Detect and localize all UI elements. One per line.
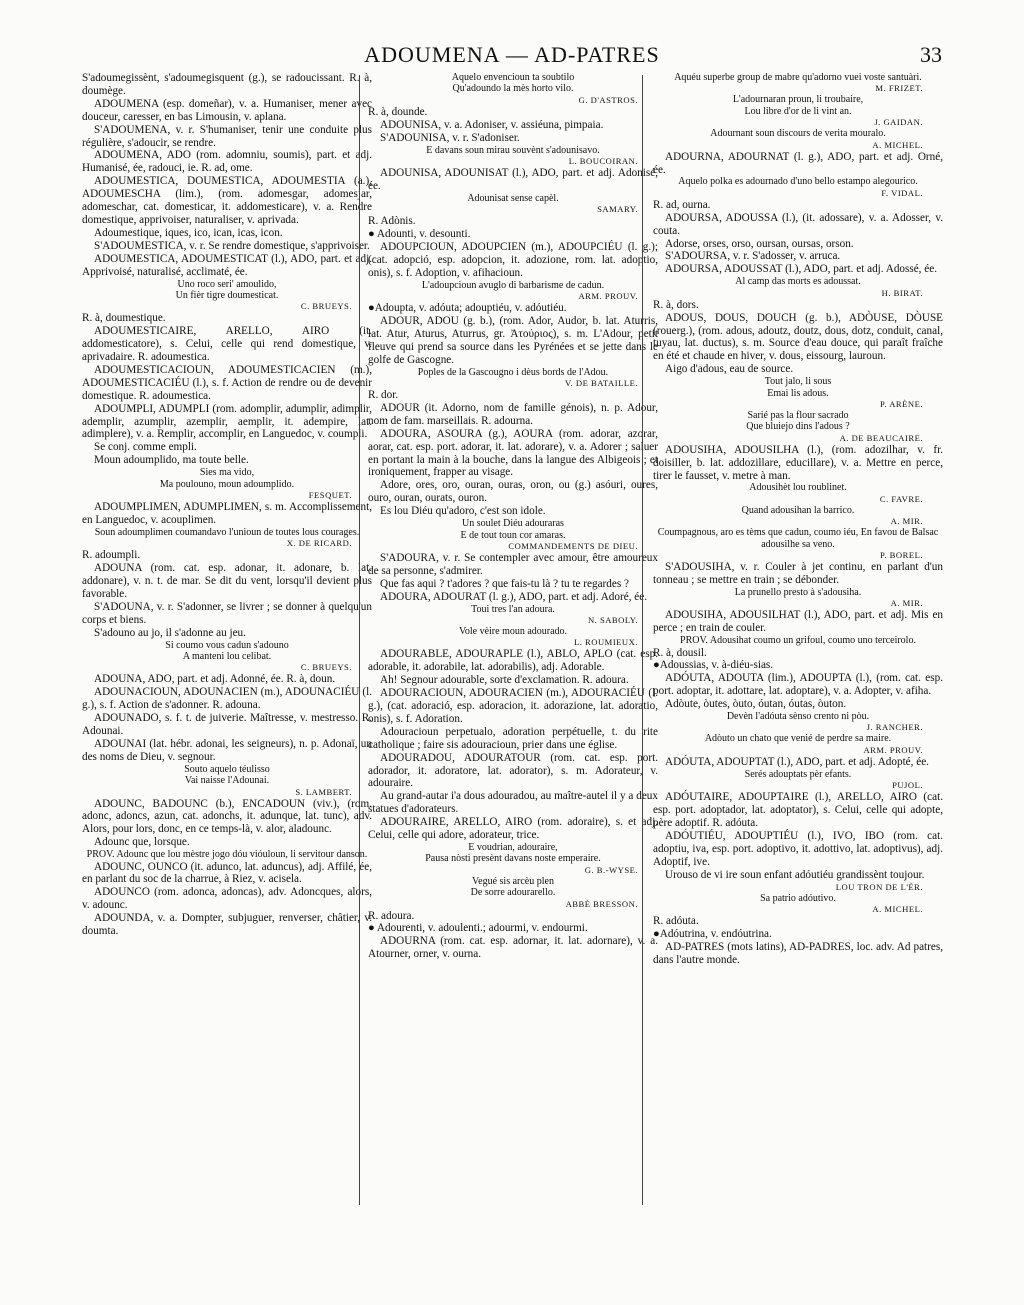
column-left [82,72,372,938]
quotation: Aquéu superbe group de mabre qu'adorno vuei voste santuàri. [674,72,922,83]
quotation: E voudrian, adouraire, [468,841,558,853]
dictionary-entry: ADOUMENA, ADO (rom. adomniu, soumis), part. et adj. Humanisé, ée, radouci, ie. R. ad, ome. [82,149,372,175]
reference-line: S'adoumegissènt, s'adoumegisquent (g.), se radoucissant. R. à, doumège. [82,72,372,97]
quotation: Aquelo polka es adournado d'uno bello estampo alegourico. [678,176,918,188]
dictionary-entry: ADOUPCIOUN, ADOUPCIEN (m.), ADOUPCIÉU (l. g.); (cat. adopció, esp. adopcion, it. adozione, rom. lat. adoptio, onis), s. f. Adoption, v. afihacioun. [368,240,658,279]
quotation-source: L. ROUMIEUX. [573,637,638,648]
column-divider [642,75,643,1205]
dictionary-entry: Adòute, òutes, òuto, óutan, óutas, òuton. [665,698,847,711]
quotation: Un soulet Diéu adouraras [462,518,564,530]
quotation-source: P. BOREL. [880,550,923,561]
quotation: Tout jalo, li sous [764,376,832,388]
quotation: Quand adousihan la barrico. [741,504,855,516]
quotation: Devèn l'adóuta sènso crento ni pòu. [726,711,870,723]
quotation: Adounisat sense capèl. [467,192,559,204]
quotation: Coumpagnous, aro es tèms que cadun, coumo iéu, En favou de Balsac adousilhe sa veno. [657,527,939,550]
reference-line: R. à, dors. [653,298,699,311]
quotation-source: C. FAVRE. [879,493,923,504]
reference-line: ● Adourenti, v. adoulenti.; adourmi, v. endourmi. [368,922,588,935]
dictionary-entry: Adouracioun perpetualo, adoration perpétuelle, t. du rite catholique ; faire sis adouracioun, prier dans une église. [368,725,658,751]
reference-line: R. à, dounde. [368,105,428,118]
dictionary-entry: S'ADOUSIHA, v. r. Couler à jet continu, en parlant d'un tonneau ; se mettre en train ; se débonder. [653,561,943,586]
quotation: Vole vèire moun adourado. [458,625,568,637]
reference-line: R. Adònis. [368,215,416,228]
quotation: Qu'adoundo la mès horto vilo. [452,83,574,95]
dictionary-entry: ADOUSIHA, ADOUSILHAT (l.), ADO, part. et adj. Mis en perce ; en train de couler. [653,609,943,635]
dictionary-entry: Se conj. comme empli. [94,441,197,454]
quotation-source: H. BIRAT. [881,287,923,298]
quotation-source: A. MICHEL. [872,139,923,150]
running-header: ADOUMENA — AD-PATRES [364,42,660,67]
quotation-source: COMMANDEMENTS DE DIEU. [508,540,638,551]
quotation: A manteni lou celibat. [182,650,272,662]
dictionary-entry: S'ADOUMESTICA, v. r. Se rendre domestique, s'apprivoiser. [94,239,370,252]
quotation: Pausa nòsti presènt davans noste emperaire. [425,853,601,865]
quotation: L'adoupcioun avuglo di barbarisme de cadun. [421,279,605,291]
quotation-source: ARM. PROUV. [578,291,638,302]
quotation-source: A. MIR. [890,598,923,609]
quotation: Uno roco seri' amoulido, [177,278,277,290]
quotation: Un fièr tigre doumesticat. [175,289,279,301]
dictionary-entry: Adounc que, lorsque. [94,836,190,849]
column-right [653,72,943,967]
quotation: E de tout toun cor amaras. [460,529,566,541]
dictionary-entry: ADOURSA, ADOUSSAT (l.), ADO, part. et adj. Adossé, ée. [665,263,938,276]
quotation-source: FESQUET. [308,490,352,500]
quotation: Toui tres l'an adoura. [471,603,555,615]
reference-line: R. adoura. [368,909,415,922]
dictionary-entry: Adore, ores, oro, ouran, ouras, oron, ou (g.) asóuri, oures, ouro, ouran, ourats, ouron. [368,479,658,505]
reference-line: R. ad, ourna. [653,198,711,211]
dictionary-entry: ADOURABLE, ADOURAPLE (l.), ABLO, APLO (cat. esp. adorable, it. adorabile, lat. adorabilis), adj. Adorable. [368,648,658,674]
dictionary-entry: ADOURAIRE, ARELLO, AIRO (rom. adoraire), s. et adj. Celui, celle qui adore, adorateur, trice. [368,816,658,842]
dictionary-entry: ADOUMPLIMEN, ADUMPLIMEN, s. m. Accomplissement, en Languedoc, v. acouplimen. [82,501,372,526]
dictionary-entry: ADOUR (it. Adorno, nom de famille génois), n. p. Adour, nom de fam. marseillais. R. adourna. [368,401,658,427]
dictionary-entry: Es lou Diéu qu'adoro, c'est son idole. [380,505,546,518]
quotation: Aquelo envencioun ta soubtilo [451,72,575,83]
quotation-source: ARM. PROUV. [863,744,923,755]
quotation: Vegué sis arcèu plen [472,875,554,887]
dictionary-entry: ADOUNACIOUN, ADOUNACIEN (m.), ADOUNACIÉU (l. g.), s. f. Action de s'adonner. R. adouna. [82,686,372,712]
quotation: Emai lis adous. [767,387,829,399]
dictionary-entry: ADOUNADO, s. f. t. de juiverie. Maîtresse, v. mestresso. R. Adounai. [82,712,372,737]
dictionary-entry: ADOUNAI (lat. hébr. adonai, les seigneurs), n. p. Adonaï, un des noms de Dieu, v. segnour. [82,737,372,763]
quotation: Adòuto un chato que venié de perdre sa maire. [704,733,892,745]
quotation: Adournant soun discours de verita mouralo. [710,128,886,140]
dictionary-entry: S'ADOUNISA, v. r. S'adoniser. [380,131,520,144]
dictionary-entry: ADOURA, ASOURA (g.), AOURA (rom. adorar, azorar, aorar, cat. esp. port. adorar, it. lat. adorare), v. a. Adorer ; saluer en portant la main à la bouche, dans la langue des Albigeois ; et ironiquement, frapper au visage. [368,427,658,479]
dictionary-entry: Ah! Segnour adourable, sorte d'exclamation. R. adoura. [380,674,629,687]
dictionary-entry: ADOURA, ADOURAT (l. g.), ADO, part. et adj. Adoré, ée. [380,590,648,603]
dictionary-entry: Moun adoumplido, ma toute belle. [94,454,249,467]
dictionary-entry: ADOUNDA, v. a. Dompter, subjuguer, renverser, châtier, v. doumta. [82,912,372,938]
quotation: Si coumo vous cadun s'adouno [165,639,289,651]
page-number: 33 [920,42,942,67]
quotation: Soun adoumplimen coumandavo l'unioun de toutes lous courages. [94,526,360,538]
quotation-source: A. MICHEL. [872,903,923,914]
dictionary-entry: ADOURNA (rom. cat. esp. adornar, it. lat. adornare), v. a. Atourner, orner, v. ourna. [368,935,658,961]
dictionary-entry: ADOUNISA, ADOUNISAT (l.), ADO, part. et adj. Adonisé, ée. [368,166,658,192]
quotation: Ma poulouno, moun adoumplido. [159,478,295,490]
dictionary-entry: ADOUNCO (rom. adonca, adoncas), adv. Adoncques, alors, v. adounc. [82,886,372,912]
dictionary-entry: Adoumestique, iques, ico, ican, icas, icon. [94,226,283,239]
reference-line: R. adoumpli. [82,549,141,562]
dictionary-entry: ADOURNA, ADOURNAT (l. g.), ADO, part. et adj. Orné, ée. [653,150,943,176]
quotation: La prunello presto à s'adousiha. [734,586,862,598]
quotation: Sa patrio adóutivo. [760,892,836,904]
quotation: Al camp das morts es adoussat. [735,276,861,288]
quotation-source: A. MIR. [890,516,923,527]
dictionary-entry: S'ADOURSA, v. r. S'adosser, v. arruca. [665,250,841,263]
reference-line: R. dor. [368,389,399,402]
quotation: Sarié pas la flour sacrado [747,409,849,421]
quotation: L'adournaran proun, li troubaire, [732,94,864,106]
quotation-source: SAMARY. [597,204,638,215]
column-divider [359,75,360,1205]
quotation-source: V. DE BATAILLE. [564,378,638,389]
dictionary-entry: ADOURADOU, ADOURATOUR (rom. cat. esp. port. adorador, it. adoratore, lat. adorator), s. m. Adorateur, v. adouraire. [368,751,658,790]
dictionary-entry: ADOUMESTICACIOUN, ADOUMESTICACIEN (m.), ADOUMESTICACIÉU (l.), s. f. Action de rendre ou de devenir domestique. R. adoumestica. [82,363,372,402]
dictionary-entry: ADOURACIOUN, ADOURACIEN (m.), ADOURACIÉU (l. g.), (cat. adoració, esp. adoracion, it. adorazione, lat. adoratio, onis), s. f. Adoration. [368,687,658,725]
quotation-source: P. ARÈNE. [880,398,923,409]
reference-line: R. à, dousil. [653,646,707,659]
dictionary-entry: ADOUMPLI, ADUMPLI (rom. adomplir, adumplir, adimplir, ademplir, azumplir, azemplir, aemplir, it. adempire, lat. adimplere), v. a. Remplir, accomplir, en Languedoc, v. coumpli. [82,402,372,441]
quotation: Serés adouptats pèr efants. [744,768,852,780]
quotation: PROV. Adounc que lou mèstre jogo dóu vióuloun, li servitour danson. [86,849,368,861]
dictionary-entry: ADOUMESTICA, DOUMESTICA, ADOUMESTIA (a.), ADOUMESCHA (lim.), (rom. adomesgar, adomesjar, adomeschar, cat. domesticar, it. addomesticare), v. a. Rendre domestique, apprivoiser, naturaliser, v. aprivada. [82,175,372,226]
quotation-source: PUJOL. [892,780,923,791]
quotation: PROV. Adousihat coumo un grifoul, coumo uno terceirolo. [680,635,916,647]
column-middle [368,72,658,961]
dictionary-entry: ADÓUTA, ADOUPTAT (l.), ADO, part. et adj. Adopté, ée. [665,755,929,768]
quotation: Sies ma vido, [199,467,255,479]
quotation-source: J. GAIDAN. [874,117,923,128]
dictionary-entry: ADÓUTA, ADOUTA (lim.), ADOUPTA (l.), (rom. cat. esp. port. adoptar, it. adottare, lat. adoptare), v. a. Adopter, v. afiha. [653,672,943,698]
dictionary-entry: ADOUSIHA, ADOUSILHA (l.), (rom. adozilhar, v. fr. doisiller, b. lat. addozillare, educillare), v. a. Mettre en perce, tirer le fausset, v. metre à man. [653,443,943,482]
quotation-source: ABBÉ BRESSON. [565,898,638,909]
reference-line: ● Adounti, v. desounti. [368,228,471,241]
dictionary-entry: ADOUNC, BADOUNC (b.), ENCADOUN (viv.), (rom. adonc, adoncs, azun, cat. adonchs, it. adunque, lat. tunc), adv. Alors, pour lors, donc, en ce temps-là, v. alor, aladounc. [82,797,372,836]
reference-line: R. à, doumestique. [82,312,166,325]
quotation: Poples de la Gascougno i dèus bords de l'Adou. [417,366,609,378]
dictionary-entry: ADOUNA (rom. cat. esp. adonar, it. adonare, b. lat. addonare), v. n. t. de mar. Se dit du vent, lorsqu'il devient plus favorable. [82,562,372,600]
quotation-source: G. D'ASTROS. [578,94,638,105]
dictionary-entry: Aigo d'adous, eau de source. [665,363,794,376]
quotation: Vai naisse l'Adounai. [184,775,270,787]
dictionary-entry: ADÓUTAIRE, ADOUPTAIRE (l.), ARELLO, AIRO (cat. esp. port. adoptador, lat. adoptator), s. Celui, celle qui adopte, père adoptif. R. adóuta. [653,791,943,829]
reference-line: R. adóuta. [653,914,699,927]
dictionary-entry: ADÓUTIÉU, ADOUPTIÉU (l.), IVO, IBO (rom. cat. adoptiu, iva, esp. port. adoptivo, it. adottivo, lat. adoptivus), adj. Adoptif, ive. [653,829,943,868]
quotation-source: M. FRIZET. [875,83,923,94]
quotation: Adousihèt lou roublinet. [749,482,847,494]
dictionary-entry: ADOURSA, ADOUSSA (l.), (it. adossare), v. a. Adosser, v. couta. [653,211,943,237]
quotation-source: J. RANCHER. [866,722,923,733]
dictionary-entry: AD-PATRES (mots latins), AD-PADRES, loc. adv. Ad patres, dans l'autre monde. [653,940,943,966]
dictionary-entry: Adorse, orses, orso, oursan, oursas, orson. [665,237,854,250]
reference-line: ●Adoupta, v. adóuta; adouptiéu, v. adóutiéu. [368,302,567,315]
dictionary-entry: S'adouno au jo, il s'adonne au jeu. [94,626,246,639]
dictionary-entry: Que fas aqui ? t'adores ? que fais-tu là ? tu te regardes ? [380,577,629,590]
dictionary-entry: Urouso de vi ire soun enfant adóutiéu grandissènt toujour. [665,868,925,881]
dictionary-entry: S'ADOURA, v. r. Se contempler avec amour, être amoureux de sa personne, s'admirer. [368,551,658,577]
dictionary-entry: ADOUNISA, v. a. Adoniser, v. assiéuna, pimpaia. [380,118,604,131]
quotation-source: A. DE BEAUCAIRE. [839,432,923,443]
dictionary-entry: S'ADOUNA, v. r. S'adonner, se livrer ; se donner à quelqu'un corps et biens. [82,600,372,626]
dictionary-entry: ADOUMENA (esp. domeñar), v. a. Humaniser, mener avec douceur, caresser, en bas Limousin, v. aplana. [82,97,372,123]
dictionary-entry: S'ADOUMENA, v. r. S'humaniser, tenir une conduite plus régulière, s'adoucir, se rendre. [82,123,372,149]
dictionary-entry: ADOUMESTICAIRE, ARELLO, AIRO (it. addomesticatore), s. Celui, celle qui rend domestique, v. aprivadaire. R. adoumestica. [82,325,372,364]
quotation-source: C. BRUEYS. [300,662,352,673]
quotation-source: F. VIDAL. [881,187,923,198]
quotation-source: S. LAMBERT. [295,786,352,797]
quotation: E davans soun mirau souvènt s'adounisavo. [426,144,600,156]
dictionary-entry: ADOUNA, ADO, part. et adj. Adonné, ée. R. à, doun. [94,673,336,686]
quotation: Lou libre d'or de li vint an. [744,105,852,117]
quotation: Souto aquelo téulisso [184,763,270,775]
reference-line: ●Adóutrina, v. endóutrina. [653,927,772,940]
quotation-source: G. B.-WYSE. [584,864,638,875]
dictionary-entry: ADOUMESTICA, ADOUMESTICAT (l.), ADO, part. et adj. Apprivoisé, naturalisé, acclimaté, ée. [82,252,372,278]
dictionary-entry: ADOUR, ADOU (g. b.), (rom. Ador, Audor, b. lat. Aturris, lat. Atur, Aturus, Aturrus, gr. Ἀτούριος), s. m. L'Adour, petit fleuve qui prend sa source dans les Pyrénées et se jette dans le golfe de Gascogne. [368,315,658,366]
quotation-source: LOU TRON DE L'ÈR. [835,881,923,892]
quotation-source: L. BOUCOIRAN. [568,155,638,166]
dictionary-entry: Au grand-autar i'a dous adouradou, au maître-autel il y a deux statues d'adorateurs. [368,790,658,816]
dictionary-entry: ADOUNC, OUNCO (it. adunco, lat. aduncus), adj. Affilé, ée, en parlant du soc de la charrue, à Riez, v. acisela. [82,860,372,886]
dictionary-entry: ADOUS, DOUS, DOUCH (g. b.), ADÒUSE, DÒUSE (rouerg.), (rom. adous, adoutz, doutz, dous, dotz, conduit, canal, tuyau, lat. ductus), s. m. Source d'eau douce, qui paraît fraîche en été et chaude en hiver, v. dous, eissourg, lauroun. [653,311,943,363]
reference-line: ●Adoussias, v. à-diéu-sias. [653,659,774,672]
quotation-source: C. BRUEYS. [300,301,352,312]
quotation: Que bluiejo dins l'adous ? [746,421,850,433]
quotation-source: N. SABOLY. [587,614,638,625]
quotation-source: X. DE RICARD. [286,538,352,549]
quotation: De sorre adourarello. [470,887,556,899]
